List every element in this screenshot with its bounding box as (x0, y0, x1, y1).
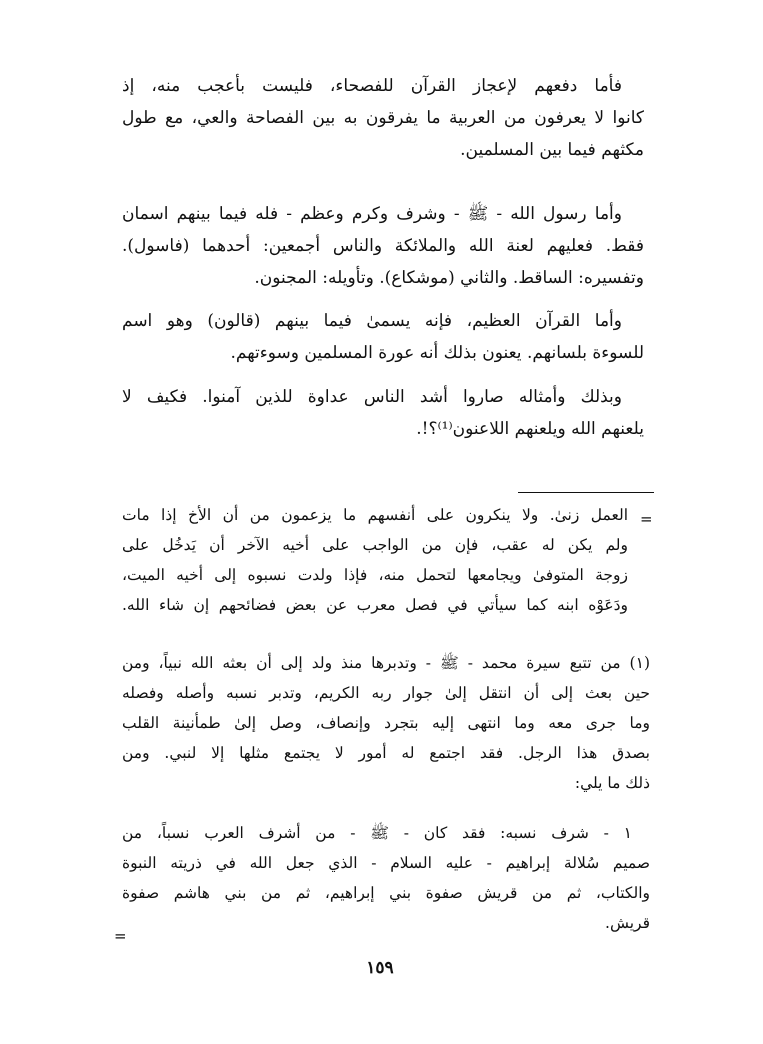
footnote-line: زوجة المتوفىٰ ويجامعها لتحمل منه، فإذا ولدت نسبوه إلى أخيه الميت، (122, 566, 628, 584)
footnote-line: والكتاب، ثم من قريش صفوة بني إبراهيم، ثم من بني هاشم صفوة (122, 884, 650, 902)
text-line: فأما دفعهم لإعجاز القرآن للفصحاء، فليست بأعجب منه، إذ (122, 76, 622, 96)
paragraph-3 (122, 305, 644, 369)
footnote-item-1 (122, 818, 650, 938)
footnote-line: صميم سُلالة إبراهيم - عليه السلام - الذي جعل الله في ذريته النبوة (122, 854, 650, 872)
paragraph-1 (122, 70, 644, 166)
footnote-line: (١) من تتبع سيرة محمد - ﷺ - وتدبرها منذ ولد إلى أن بعثه الله نبياً، ومن (122, 654, 650, 672)
text-line: فقط. فعليهم لعنة الله والملائكة والناس أجمعين: أحدهما (فاسول). (122, 236, 644, 256)
text-line: وتفسيره: الساقط. والثاني (موشكاع). وتأويله: المجنون. (254, 268, 644, 288)
footnote-line: بصدق هذا الرجل. فقد اجتمع له أمور لا يجتمع مثلها إلا لنبي. ومن (122, 744, 650, 762)
text-line: للسوءة بلسانهم. يعنون بذلك أنه عورة المسلمين وسوءتهم. (230, 343, 644, 363)
footnote-line: قريش. (605, 914, 650, 932)
paragraph-4 (122, 381, 644, 445)
footnote-1 (122, 648, 650, 798)
text-line: كانوا لا يعرفون من العربية ما يفرقون به بين الفصاحة والعي، مع طول (122, 108, 644, 128)
text-line: وأما رسول الله - ﷺ - وشرف وكرم وعظم - فله فيما بينهم اسمان (122, 204, 622, 224)
footnote-line: ذلك ما يلي: (574, 774, 650, 792)
text-line: يلعنهم الله ويلعنهم اللاعنون⁽¹⁾؟!. (416, 419, 644, 439)
continuation-marker: = (640, 510, 653, 528)
footnote-continued (122, 500, 628, 620)
footnote-line: حين بعث إلى أن انتقل إلىٰ جوار ربه الكريم، وتدبر نسبه وأصله وفصله (122, 684, 650, 702)
continues-marker: = (114, 927, 127, 945)
footnote-line: ودَعَوْه ابنه كما سيأتي في فصل معرب عن بعض فضائحهم إن شاء الله. (122, 596, 628, 614)
paragraph-2 (122, 198, 644, 294)
footnote-line: العمل زنىٰ. ولا ينكرون على أنفسهم ما يزعمون من أن الأخ إذا مات (122, 506, 628, 524)
footnote-line: ولم يكن له عقب، فإن من الواجب على أخيه الآخر أن يَدخُل على (122, 536, 628, 554)
footnote-line: وما جرى معه وما انتهى إليه بتجرد وإنصاف، وصل إلىٰ طمأنينة القلب (122, 714, 650, 732)
text-line: مكثهم فيما بين المسلمين. (460, 140, 644, 160)
text-line: وأما القرآن العظيم، فإنه يسمىٰ فيما بينهم (قالون) وهو اسم (122, 311, 622, 331)
footnote-separator (518, 492, 654, 493)
page-number: ١٥٩ (366, 958, 394, 978)
text-line: وبذلك وأمثاله صاروا أشد الناس عداوة للذين آمنوا. فكيف لا (122, 387, 622, 407)
footnote-line: ١ - شرف نسبه: فقد كان - ﷺ - من أشرف العرب نسباً، من (122, 824, 632, 842)
